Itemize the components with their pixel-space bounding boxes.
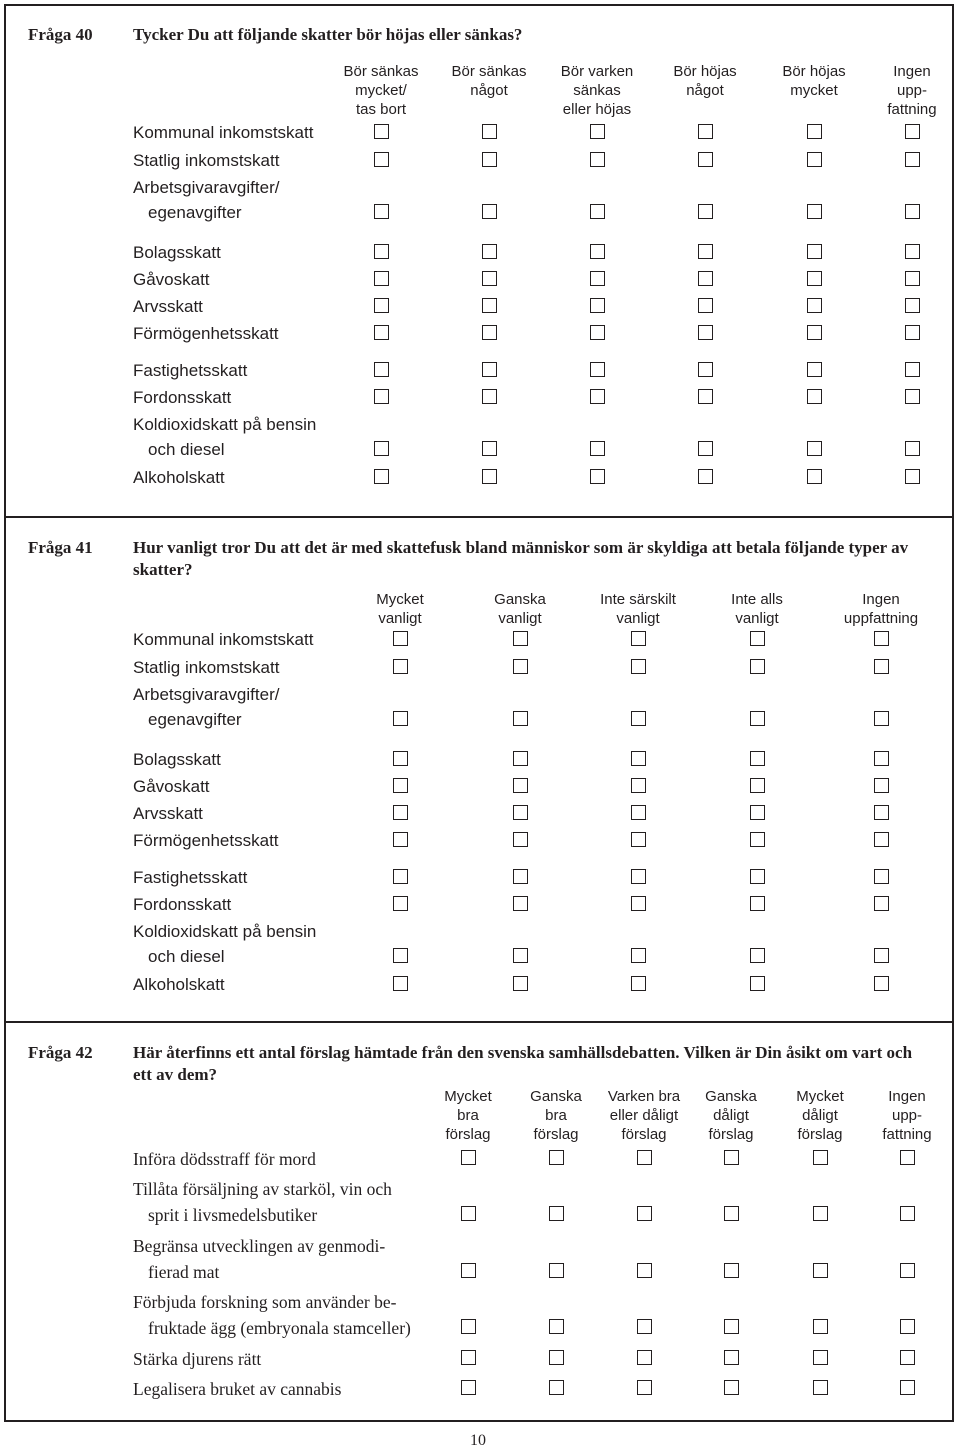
answer-checkbox[interactable]	[482, 271, 497, 286]
answer-checkbox[interactable]	[750, 948, 765, 963]
row-label-statlig-inkomstskatt: Statlig inkomstskatt	[133, 151, 280, 170]
answer-checkbox[interactable]	[750, 751, 765, 766]
answer-checkbox[interactable]	[590, 389, 605, 404]
answer-checkbox[interactable]	[813, 1263, 828, 1278]
answer-checkbox[interactable]	[698, 389, 713, 404]
answer-checkbox[interactable]	[393, 832, 408, 847]
answer-checkbox[interactable]	[724, 1380, 739, 1395]
row-label-alkoholskatt: Alkoholskatt	[133, 468, 225, 487]
answer-checkbox[interactable]	[807, 271, 822, 286]
column-header: Mycket vanligt	[376, 591, 424, 627]
answer-checkbox[interactable]	[374, 244, 389, 259]
answer-checkbox[interactable]	[482, 362, 497, 377]
row-label-kommunal-inkomstskatt: Kommunal inkomstskatt	[133, 123, 314, 142]
answer-checkbox[interactable]	[374, 204, 389, 219]
row-label-alkoholskatt: Alkoholskatt	[133, 975, 225, 994]
answer-checkbox[interactable]	[750, 976, 765, 991]
answer-checkbox[interactable]	[807, 469, 822, 484]
row-label-bolagsskatt: Bolagsskatt	[133, 243, 221, 262]
row-label-gavoskatt: Gåvoskatt	[133, 777, 210, 796]
answer-checkbox[interactable]	[374, 469, 389, 484]
answer-checkbox[interactable]	[874, 948, 889, 963]
answer-checkbox[interactable]	[393, 751, 408, 766]
answer-checkbox[interactable]	[874, 976, 889, 991]
column-header: Inte alls vanligt	[731, 591, 783, 627]
answer-checkbox[interactable]	[482, 204, 497, 219]
column-header: Ingen upp- fattning	[882, 1088, 932, 1143]
question-number: Fråga 41	[28, 538, 93, 557]
row-label-fastighetsskatt: Fastighetsskatt	[133, 868, 248, 887]
answer-checkbox[interactable]	[549, 1319, 564, 1334]
answer-checkbox[interactable]	[724, 1350, 739, 1365]
answer-checkbox[interactable]	[750, 631, 765, 646]
answer-checkbox[interactable]	[393, 631, 408, 646]
answer-checkbox[interactable]	[513, 805, 528, 820]
answer-checkbox[interactable]	[724, 1150, 739, 1165]
answer-checkbox[interactable]	[698, 325, 713, 340]
answer-checkbox[interactable]	[874, 805, 889, 820]
answer-checkbox[interactable]	[482, 298, 497, 313]
answer-checkbox[interactable]	[750, 805, 765, 820]
row-label-arvsskatt: Arvsskatt	[133, 297, 203, 316]
answer-checkbox[interactable]	[724, 1319, 739, 1334]
answer-checkbox[interactable]	[807, 325, 822, 340]
answer-checkbox[interactable]	[374, 152, 389, 167]
column-header: Ingen uppfattning	[843, 591, 919, 627]
answer-checkbox[interactable]	[374, 389, 389, 404]
answer-checkbox[interactable]	[750, 832, 765, 847]
answer-checkbox[interactable]	[393, 896, 408, 911]
answer-checkbox[interactable]	[631, 976, 646, 991]
answer-checkbox[interactable]	[905, 204, 920, 219]
row-label-koldioxidskatt-pa-bensin: Koldioxidskatt på bensin och diesel	[133, 415, 317, 459]
answer-checkbox[interactable]	[698, 362, 713, 377]
answer-checkbox[interactable]	[393, 711, 408, 726]
answer-checkbox[interactable]	[590, 469, 605, 484]
answer-checkbox[interactable]	[631, 948, 646, 963]
answer-checkbox[interactable]	[807, 124, 822, 139]
answer-checkbox[interactable]	[513, 832, 528, 847]
answer-checkbox[interactable]	[393, 976, 408, 991]
answer-checkbox[interactable]	[374, 124, 389, 139]
answer-checkbox[interactable]	[631, 631, 646, 646]
answer-checkbox[interactable]	[807, 152, 822, 167]
answer-checkbox[interactable]	[905, 152, 920, 167]
answer-checkbox[interactable]	[631, 751, 646, 766]
answer-checkbox[interactable]	[482, 389, 497, 404]
answer-checkbox[interactable]	[590, 244, 605, 259]
answer-checkbox[interactable]	[374, 298, 389, 313]
answer-checkbox[interactable]	[698, 152, 713, 167]
answer-checkbox[interactable]	[905, 362, 920, 377]
answer-checkbox[interactable]	[482, 124, 497, 139]
answer-checkbox[interactable]	[637, 1319, 652, 1334]
column-header: Mycket dåligt förslag	[796, 1088, 844, 1143]
answer-checkbox[interactable]	[513, 631, 528, 646]
answer-checkbox[interactable]	[631, 896, 646, 911]
section-divider	[4, 516, 954, 518]
column-header: Ingen upp- fattning	[887, 63, 937, 118]
column-header: Ganska vanligt	[494, 591, 546, 627]
answer-checkbox[interactable]	[698, 244, 713, 259]
answer-checkbox[interactable]	[461, 1206, 476, 1221]
answer-checkbox[interactable]	[698, 469, 713, 484]
answer-checkbox[interactable]	[393, 805, 408, 820]
answer-checkbox[interactable]	[374, 325, 389, 340]
answer-checkbox[interactable]	[590, 271, 605, 286]
answer-checkbox[interactable]	[393, 948, 408, 963]
row-label-starka-djurens-ratt: Stärka djurens rätt	[133, 1349, 262, 1369]
answer-checkbox[interactable]	[461, 1350, 476, 1365]
answer-checkbox[interactable]	[750, 659, 765, 674]
answer-checkbox[interactable]	[905, 325, 920, 340]
page-number: 10	[470, 1432, 486, 1449]
answer-checkbox[interactable]	[590, 298, 605, 313]
answer-checkbox[interactable]	[637, 1350, 652, 1365]
answer-checkbox[interactable]	[874, 659, 889, 674]
answer-checkbox[interactable]	[590, 152, 605, 167]
column-header: Bör höjas något	[673, 63, 737, 99]
question-text: Tycker Du att följande skatter bör höjas eller sänkas?	[133, 25, 523, 44]
answer-checkbox[interactable]	[874, 751, 889, 766]
answer-checkbox[interactable]	[813, 1206, 828, 1221]
answer-checkbox[interactable]	[374, 362, 389, 377]
answer-checkbox[interactable]	[905, 124, 920, 139]
answer-checkbox[interactable]	[874, 832, 889, 847]
answer-checkbox[interactable]	[482, 325, 497, 340]
answer-checkbox[interactable]	[807, 244, 822, 259]
answer-checkbox[interactable]	[549, 1350, 564, 1365]
row-label-forbjuda-forskning-som-anvander-be: Förbjuda forskning som använder be- fruktade ägg (embryonala stamceller)	[133, 1292, 411, 1338]
row-label-arbetsgivaravgifter: Arbetsgivaravgifter/ egenavgifter	[133, 178, 280, 222]
answer-checkbox[interactable]	[874, 896, 889, 911]
answer-checkbox[interactable]	[461, 1319, 476, 1334]
column-header: Mycket bra förslag	[444, 1088, 492, 1143]
row-label-gavoskatt: Gåvoskatt	[133, 270, 210, 289]
answer-checkbox[interactable]	[631, 778, 646, 793]
answer-checkbox[interactable]	[874, 711, 889, 726]
answer-checkbox[interactable]	[724, 1206, 739, 1221]
answer-checkbox[interactable]	[905, 244, 920, 259]
row-label-fordonsskatt: Fordonsskatt	[133, 895, 232, 914]
column-header: Ganska dåligt förslag	[705, 1088, 757, 1143]
answer-checkbox[interactable]	[750, 778, 765, 793]
answer-checkbox[interactable]	[900, 1319, 915, 1334]
answer-checkbox[interactable]	[807, 441, 822, 456]
row-label-formogenhetsskatt: Förmögenhetsskatt	[133, 831, 279, 850]
answer-checkbox[interactable]	[905, 469, 920, 484]
answer-checkbox[interactable]	[549, 1206, 564, 1221]
answer-checkbox[interactable]	[698, 441, 713, 456]
answer-checkbox[interactable]	[513, 869, 528, 884]
question-number: Fråga 40	[28, 25, 93, 44]
answer-checkbox[interactable]	[482, 441, 497, 456]
column-header: Bör höjas mycket	[782, 63, 846, 99]
row-label-fordonsskatt: Fordonsskatt	[133, 388, 232, 407]
answer-checkbox[interactable]	[637, 1263, 652, 1278]
answer-checkbox[interactable]	[513, 751, 528, 766]
question-text: Här återfinns ett antal förslag hämtade från den svenska samhällsdebatten. Vilken är Din åsikt om vart och ett av dem?	[133, 1043, 913, 1084]
answer-checkbox[interactable]	[813, 1150, 828, 1165]
answer-checkbox[interactable]	[900, 1206, 915, 1221]
answer-checkbox[interactable]	[461, 1380, 476, 1395]
answer-checkbox[interactable]	[549, 1263, 564, 1278]
answer-checkbox[interactable]	[374, 271, 389, 286]
answer-checkbox[interactable]	[461, 1263, 476, 1278]
row-label-formogenhetsskatt: Förmögenhetsskatt	[133, 324, 279, 343]
row-label-infora-dodsstraff-for-mord: Införa dödsstraff för mord	[133, 1149, 316, 1169]
column-header: Bör sänkas mycket/ tas bort	[343, 63, 419, 118]
answer-checkbox[interactable]	[724, 1263, 739, 1278]
answer-checkbox[interactable]	[813, 1380, 828, 1395]
answer-checkbox[interactable]	[631, 869, 646, 884]
row-label-koldioxidskatt-pa-bensin: Koldioxidskatt på bensin och diesel	[133, 922, 317, 966]
row-label-arvsskatt: Arvsskatt	[133, 804, 203, 823]
answer-checkbox[interactable]	[513, 659, 528, 674]
answer-checkbox[interactable]	[750, 711, 765, 726]
answer-checkbox[interactable]	[813, 1319, 828, 1334]
answer-checkbox[interactable]	[393, 778, 408, 793]
answer-checkbox[interactable]	[905, 389, 920, 404]
row-label-fastighetsskatt: Fastighetsskatt	[133, 361, 248, 380]
answer-checkbox[interactable]	[393, 869, 408, 884]
answer-checkbox[interactable]	[637, 1380, 652, 1395]
column-header: Bör sänkas något	[451, 63, 527, 99]
answer-checkbox[interactable]	[874, 778, 889, 793]
answer-checkbox[interactable]	[631, 659, 646, 674]
row-label-begransa-utvecklingen-av-genmodi: Begränsa utvecklingen av genmodi- fierad mat	[133, 1236, 386, 1282]
answer-checkbox[interactable]	[900, 1263, 915, 1278]
answer-checkbox[interactable]	[905, 441, 920, 456]
answer-checkbox[interactable]	[807, 298, 822, 313]
answer-checkbox[interactable]	[698, 204, 713, 219]
question-text: Hur vanligt tror Du att det är med skattefusk bland människor som är skyldiga att betala följande typer av skatter?	[133, 538, 909, 579]
column-header: Bör varken sänkas eller höjas	[560, 63, 634, 118]
answer-checkbox[interactable]	[631, 832, 646, 847]
row-label-legalisera-bruket-av-cannabis: Legalisera bruket av cannabis	[133, 1379, 342, 1399]
answer-checkbox[interactable]	[549, 1380, 564, 1395]
answer-checkbox[interactable]	[698, 124, 713, 139]
answer-checkbox[interactable]	[874, 869, 889, 884]
answer-checkbox[interactable]	[750, 869, 765, 884]
answer-checkbox[interactable]	[590, 362, 605, 377]
question-number: Fråga 42	[28, 1043, 93, 1062]
answer-checkbox[interactable]	[807, 204, 822, 219]
answer-checkbox[interactable]	[750, 896, 765, 911]
answer-checkbox[interactable]	[513, 948, 528, 963]
answer-checkbox[interactable]	[590, 325, 605, 340]
answer-checkbox[interactable]	[813, 1350, 828, 1365]
answer-checkbox[interactable]	[549, 1150, 564, 1165]
answer-checkbox[interactable]	[900, 1150, 915, 1165]
answer-checkbox[interactable]	[874, 631, 889, 646]
answer-checkbox[interactable]	[637, 1150, 652, 1165]
column-header: Varken bra eller dåligt förslag	[607, 1088, 681, 1143]
row-label-kommunal-inkomstskatt: Kommunal inkomstskatt	[133, 630, 314, 649]
row-label-statlig-inkomstskatt: Statlig inkomstskatt	[133, 658, 280, 677]
answer-checkbox[interactable]	[807, 362, 822, 377]
column-header: Inte särskilt vanligt	[600, 591, 676, 627]
answer-checkbox[interactable]	[482, 152, 497, 167]
section-divider	[4, 1021, 954, 1023]
row-label-arbetsgivaravgifter: Arbetsgivaravgifter/ egenavgifter	[133, 685, 280, 729]
answer-checkbox[interactable]	[698, 298, 713, 313]
answer-checkbox[interactable]	[513, 711, 528, 726]
answer-checkbox[interactable]	[374, 441, 389, 456]
answer-checkbox[interactable]	[590, 441, 605, 456]
answer-checkbox[interactable]	[631, 711, 646, 726]
answer-checkbox[interactable]	[393, 659, 408, 674]
answer-checkbox[interactable]	[905, 271, 920, 286]
answer-checkbox[interactable]	[461, 1150, 476, 1165]
row-label-bolagsskatt: Bolagsskatt	[133, 750, 221, 769]
answer-checkbox[interactable]	[590, 204, 605, 219]
answer-checkbox[interactable]	[698, 271, 713, 286]
answer-checkbox[interactable]	[482, 469, 497, 484]
column-header: Ganska bra förslag	[530, 1088, 582, 1143]
answer-checkbox[interactable]	[807, 389, 822, 404]
answer-checkbox[interactable]	[900, 1380, 915, 1395]
answer-checkbox[interactable]	[905, 298, 920, 313]
answer-checkbox[interactable]	[631, 805, 646, 820]
answer-checkbox[interactable]	[900, 1350, 915, 1365]
answer-checkbox[interactable]	[482, 244, 497, 259]
row-label-tillata-forsaljning-av-starkol-vin-och: Tillåta försäljning av starköl, vin och sprit i livsmedelsbutiker	[133, 1179, 392, 1225]
answer-checkbox[interactable]	[513, 976, 528, 991]
answer-checkbox[interactable]	[590, 124, 605, 139]
answer-checkbox[interactable]	[637, 1206, 652, 1221]
answer-checkbox[interactable]	[513, 896, 528, 911]
answer-checkbox[interactable]	[513, 778, 528, 793]
